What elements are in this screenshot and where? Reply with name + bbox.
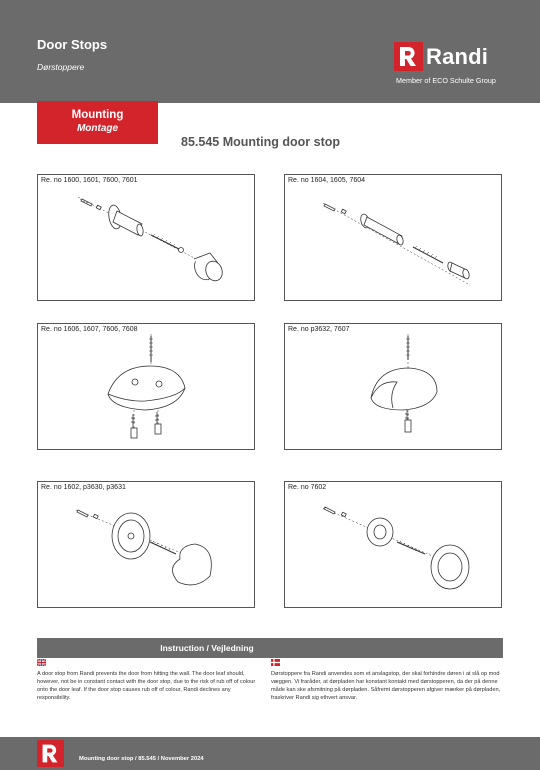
section-label-translation: Montage — [76, 123, 119, 134]
floor-stop-one-screw-diagram — [285, 324, 501, 449]
page-footer — [0, 737, 540, 770]
section-tab — [37, 101, 158, 144]
footer-text: Mounting door stop / 85.545 / November 2024 — [79, 756, 204, 762]
panel-label: Re. no 1600, 1601, 7600, 7601 — [41, 177, 138, 184]
panel-label: Re. no 1604, 1605, 7604 — [288, 177, 366, 184]
randi-logo-icon — [394, 42, 423, 71]
panel-label: Re. no 7602 — [288, 484, 327, 491]
page-header — [0, 0, 540, 103]
danish-flag-icon — [271, 659, 280, 666]
floor-stop-two-screw-diagram — [38, 324, 254, 449]
brand-tagline: Member of ECO Schulte Group — [396, 76, 496, 85]
panel-label: Re. no p3632, 7607 — [288, 326, 350, 333]
instructions-english-text: A door stop from Randi prevents the door from hitting the wall. The door leaf should, however, not be in constant contact with the door stop, due to the risk of rub off of colour onto the door leaf. If the door stop causes rub off of colour, Randi declines any responsibility. — [37, 671, 256, 701]
section-label: Mounting — [71, 109, 124, 121]
long-wall-stop-diagram — [285, 175, 501, 300]
panel-label: Re. no 1606, 1607, 7606, 7608 — [41, 326, 138, 333]
mounting-diagram-panel — [37, 481, 255, 608]
wall-mounted-stop-diagram — [38, 175, 254, 300]
document-title: Door Stops — [37, 37, 108, 52]
product-title: 85.545 Mounting door stop — [181, 135, 341, 149]
brand-name: Randi — [426, 44, 489, 69]
mounting-diagram-panel — [37, 323, 255, 450]
document-subtitle: Dørstoppere — [37, 62, 85, 72]
mounting-diagram-panel — [37, 174, 255, 301]
instructions-title: Instruction / Vejledning — [160, 643, 254, 653]
mounting-diagram-panel — [284, 174, 502, 301]
round-cover-stop-diagram — [38, 482, 254, 607]
randi-logo-icon — [37, 740, 64, 767]
panel-label: Re. no 1602, p3630, p3631 — [41, 484, 126, 491]
instructions-header — [37, 638, 503, 658]
instructions-danish-text: Dørstoppere fra Randi anvendes som et anslagstop, der skal forhindre døren i at slå op mod væggen. Vi fraråder, at dørpladen har konstant kontakt med dørstopperen, da der på denne måde kan ske afsmitning på dørpladen. Såfremt dørstopperen afgiver mærker på dørpladen, fraskriver Randi sig ethvert ansvar. — [271, 671, 501, 701]
mounting-diagram-panel — [284, 323, 502, 450]
mounting-diagram-panel — [284, 481, 502, 608]
ring-wall-stop-diagram — [285, 482, 501, 607]
brand-logo — [394, 42, 514, 90]
uk-flag-icon — [37, 659, 46, 666]
